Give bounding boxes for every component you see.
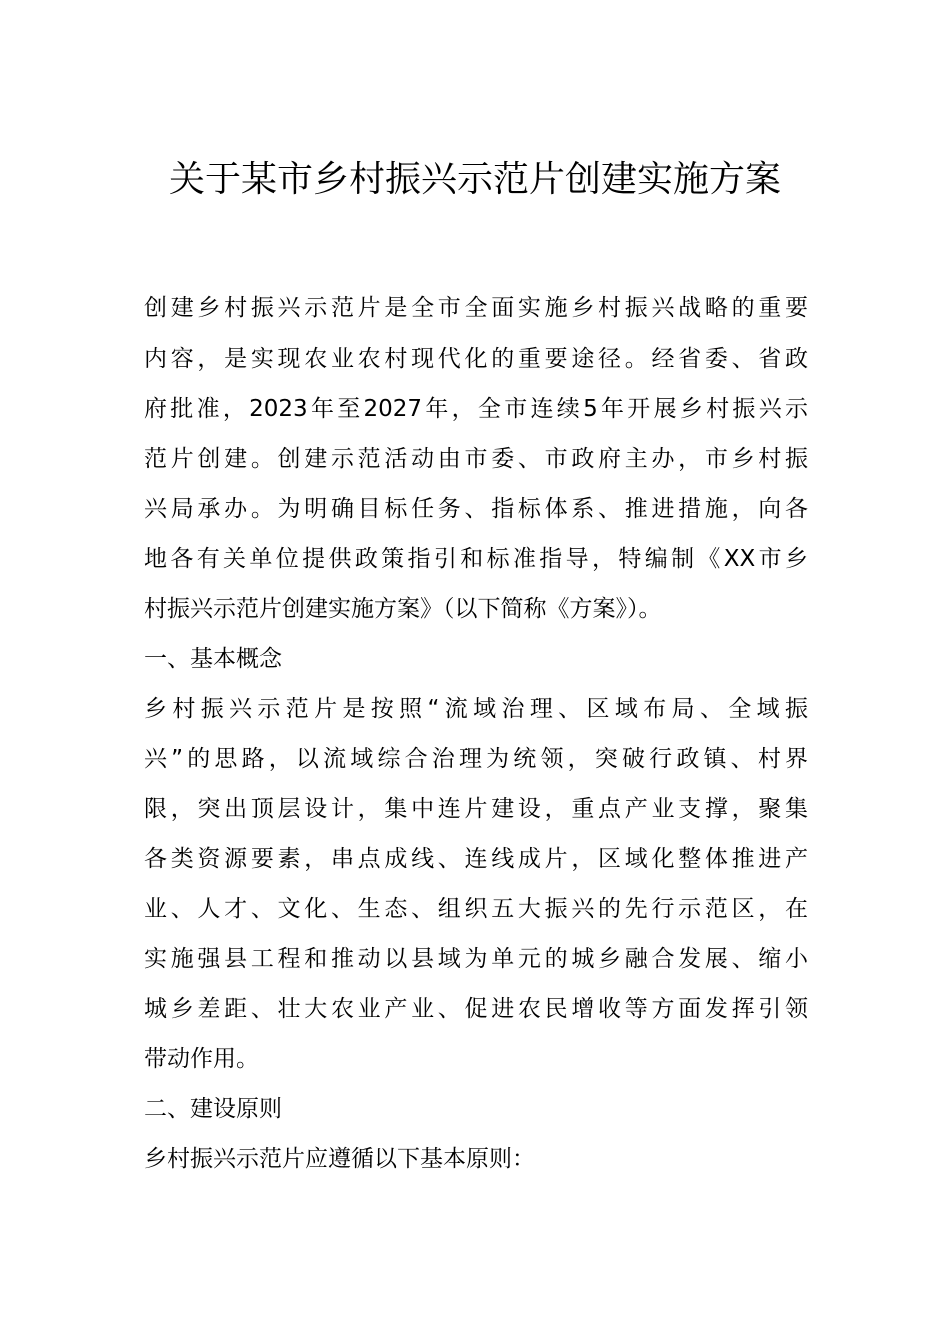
section-heading: 二、建设原则: [144, 1096, 282, 1122]
document-title: 关于某市乡村振兴示范片创建实施方案: [168, 159, 781, 200]
paragraph-line: 实施强县工程和推动以县域为单元的城乡融合发展、缩小: [144, 946, 808, 972]
paragraph-line: 府批准，2023年至2027年，全市连续5年开展乡村振兴示: [144, 396, 808, 422]
paragraph-line: 带动作用。: [144, 1046, 259, 1072]
paragraph-line: 限，突出顶层设计，集中连片建设，重点产业支撑，聚集: [144, 796, 808, 822]
paragraph-line: 城乡差距、壮大农业产业、促进农民增收等方面发挥引领: [144, 996, 808, 1022]
paragraph-line: 乡村振兴示范片应遵循以下基本原则：: [144, 1146, 535, 1172]
paragraph-line: 内容，是实现农业农村现代化的重要途径。经省委、省政: [144, 346, 808, 372]
paragraph-line: 村振兴示范片创建实施方案》（以下简称《方案》）。: [144, 596, 662, 622]
paragraph-line: 各类资源要素，串点成线、连线成片，区域化整体推进产: [144, 846, 808, 872]
paragraph-line: 地各有关单位提供政策指引和标准指导，特编制《XX市乡: [144, 546, 808, 572]
paragraph-line: 创建乡村振兴示范片是全市全面实施乡村振兴战略的重要: [144, 295, 808, 321]
paragraph-line: 范片创建。创建示范活动由市委、市政府主办，市乡村振: [144, 446, 808, 472]
section-heading: 一、基本概念: [144, 646, 282, 672]
paragraph-line: 兴”的思路，以流域综合治理为统领，突破行政镇、村界: [144, 746, 808, 772]
paragraph-line: 乡村振兴示范片是按照“流域治理、区域布局、全域振: [144, 696, 808, 722]
paragraph-line: 业、人才、文化、生态、组织五大振兴的先行示范区，在: [144, 896, 808, 922]
paragraph-line: 兴局承办。为明确目标任务、指标体系、推进措施，向各: [144, 496, 808, 522]
